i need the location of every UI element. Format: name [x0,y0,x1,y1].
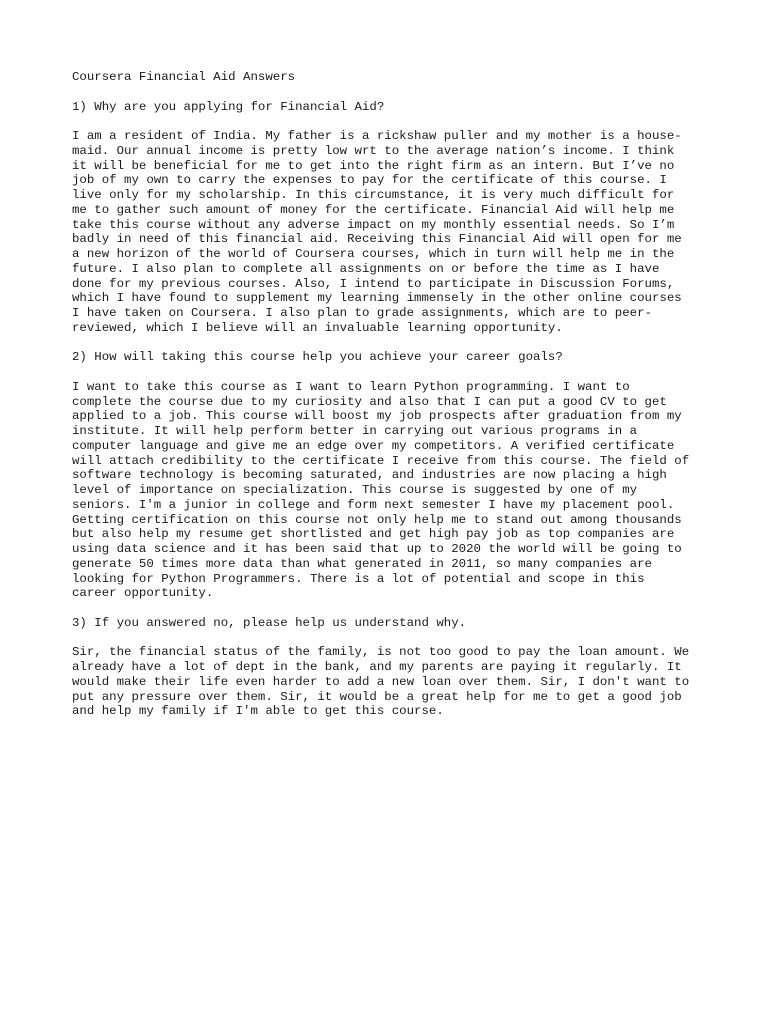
answer-1-line: I have taken on Coursera. I also plan to grade assignments, which are to peer- [72,306,652,320]
section-3 [72,616,712,719]
answer-1-line: future. I also plan to complete all assignments on or before the time as I have [72,261,660,276]
answer-2-line: using data science and it has been said that up to 2020 the world will be going to [72,542,682,556]
answer-1-line: I am a resident of India. My father is a rickshaw puller and my mother is a house- [72,129,682,143]
question-2: 2) How will taking this course help you achieve your career goals? [72,350,563,365]
answer-2-line: level of importance on specialization. This course is suggested by one of my [72,483,638,497]
answer-1-line: reviewed, which I believe will an invaluable learning opportunity. [72,320,563,335]
answer-1-line: live only for my scholarship. In this circumstance, it is very much difficult for [72,188,675,202]
answer-3-line: would make their life even harder to add a new loan over them. Sir, I don't want to [72,674,690,689]
answer-1-line: job of my own to carry the expenses to pay for the certificate of this course. I [72,173,667,188]
answer-1-line: maid. Our annual income is pretty low wrt to the average nation’s income. I think [72,143,675,158]
document-page [72,70,712,719]
section-2 [72,350,712,601]
answer-2-line: generate 50 times more data than what generated in 2011, so many companies are [72,556,652,571]
answer-1-line: me to gather such amount of money for the certificate. Financial Aid will help me [72,202,675,217]
answer-1-line: which I have found to supplement my learning immensely in the other online courses [72,291,682,306]
answer-2-line: complete the course due to my curiosity and also that I can put a good CV to get [72,394,667,409]
answer-1-line: take this course without any adverse impact on my monthly essential needs. So I’m [72,217,675,232]
answer-2-line: seniors. I'm a junior in college and form next semester I have my placement pool. [72,497,675,512]
answer-2-line: career opportunity. [72,586,214,601]
section-1 [72,100,712,336]
answer-2-line: looking for Python Programmers. There is a lot of potential and scope in this [72,571,645,586]
answer-2-line: software technology is becoming saturated, and industries are now placing a high [72,468,667,483]
answer-2-line: Getting certification on this course not only help me to stand out among thousands [72,512,682,527]
document-title: Coursera Financial Aid Answers [72,70,296,84]
answer-1-line: a new horizon of the world of Coursera courses, which in turn will help me in the [72,247,675,261]
answer-2-line: applied to a job. This course will boost my job prospects after graduation from my [72,409,682,424]
answer-2-line: institute. It will help perform better in carrying out various programs in a [72,424,638,438]
question-3: 3) If you answered no, please help us understand why. [72,615,467,630]
answer-3-line: Sir, the financial status of the family, is not too good to pay the loan amount. We [72,645,690,660]
answer-2-line: will attach credibility to the certificate I receive from this course. The field of [72,453,690,468]
answer-3-line: already have a lot of dept in the bank, and my parents are paying it regularly. It [72,660,682,674]
answer-2-line: I want to take this course as I want to learn Python programming. I want to [72,379,630,394]
answer-3-line: put any pressure over them. Sir, it would be a great help for me to get a good job [72,689,682,704]
answer-1-line: done for my previous courses. Also, I intend to participate in Discussion Forums, [72,276,675,291]
answer-1-line: badly in need of this financial aid. Receiving this Financial Aid will open for me [72,232,682,247]
question-1: 1) Why are you applying for Financial Aid? [72,99,385,114]
answer-3-line: and help my family if I'm able to get this course. [72,704,444,719]
answer-2-line: but also help my resume get shortlisted and get high pay job as top companies are [72,527,675,542]
answer-1-line: it will be beneficial for me to get into the right firm as an intern. But I’ve no [72,158,675,173]
answer-2-line: computer language and give me an edge over my competitors. A verified certificate [72,438,675,453]
